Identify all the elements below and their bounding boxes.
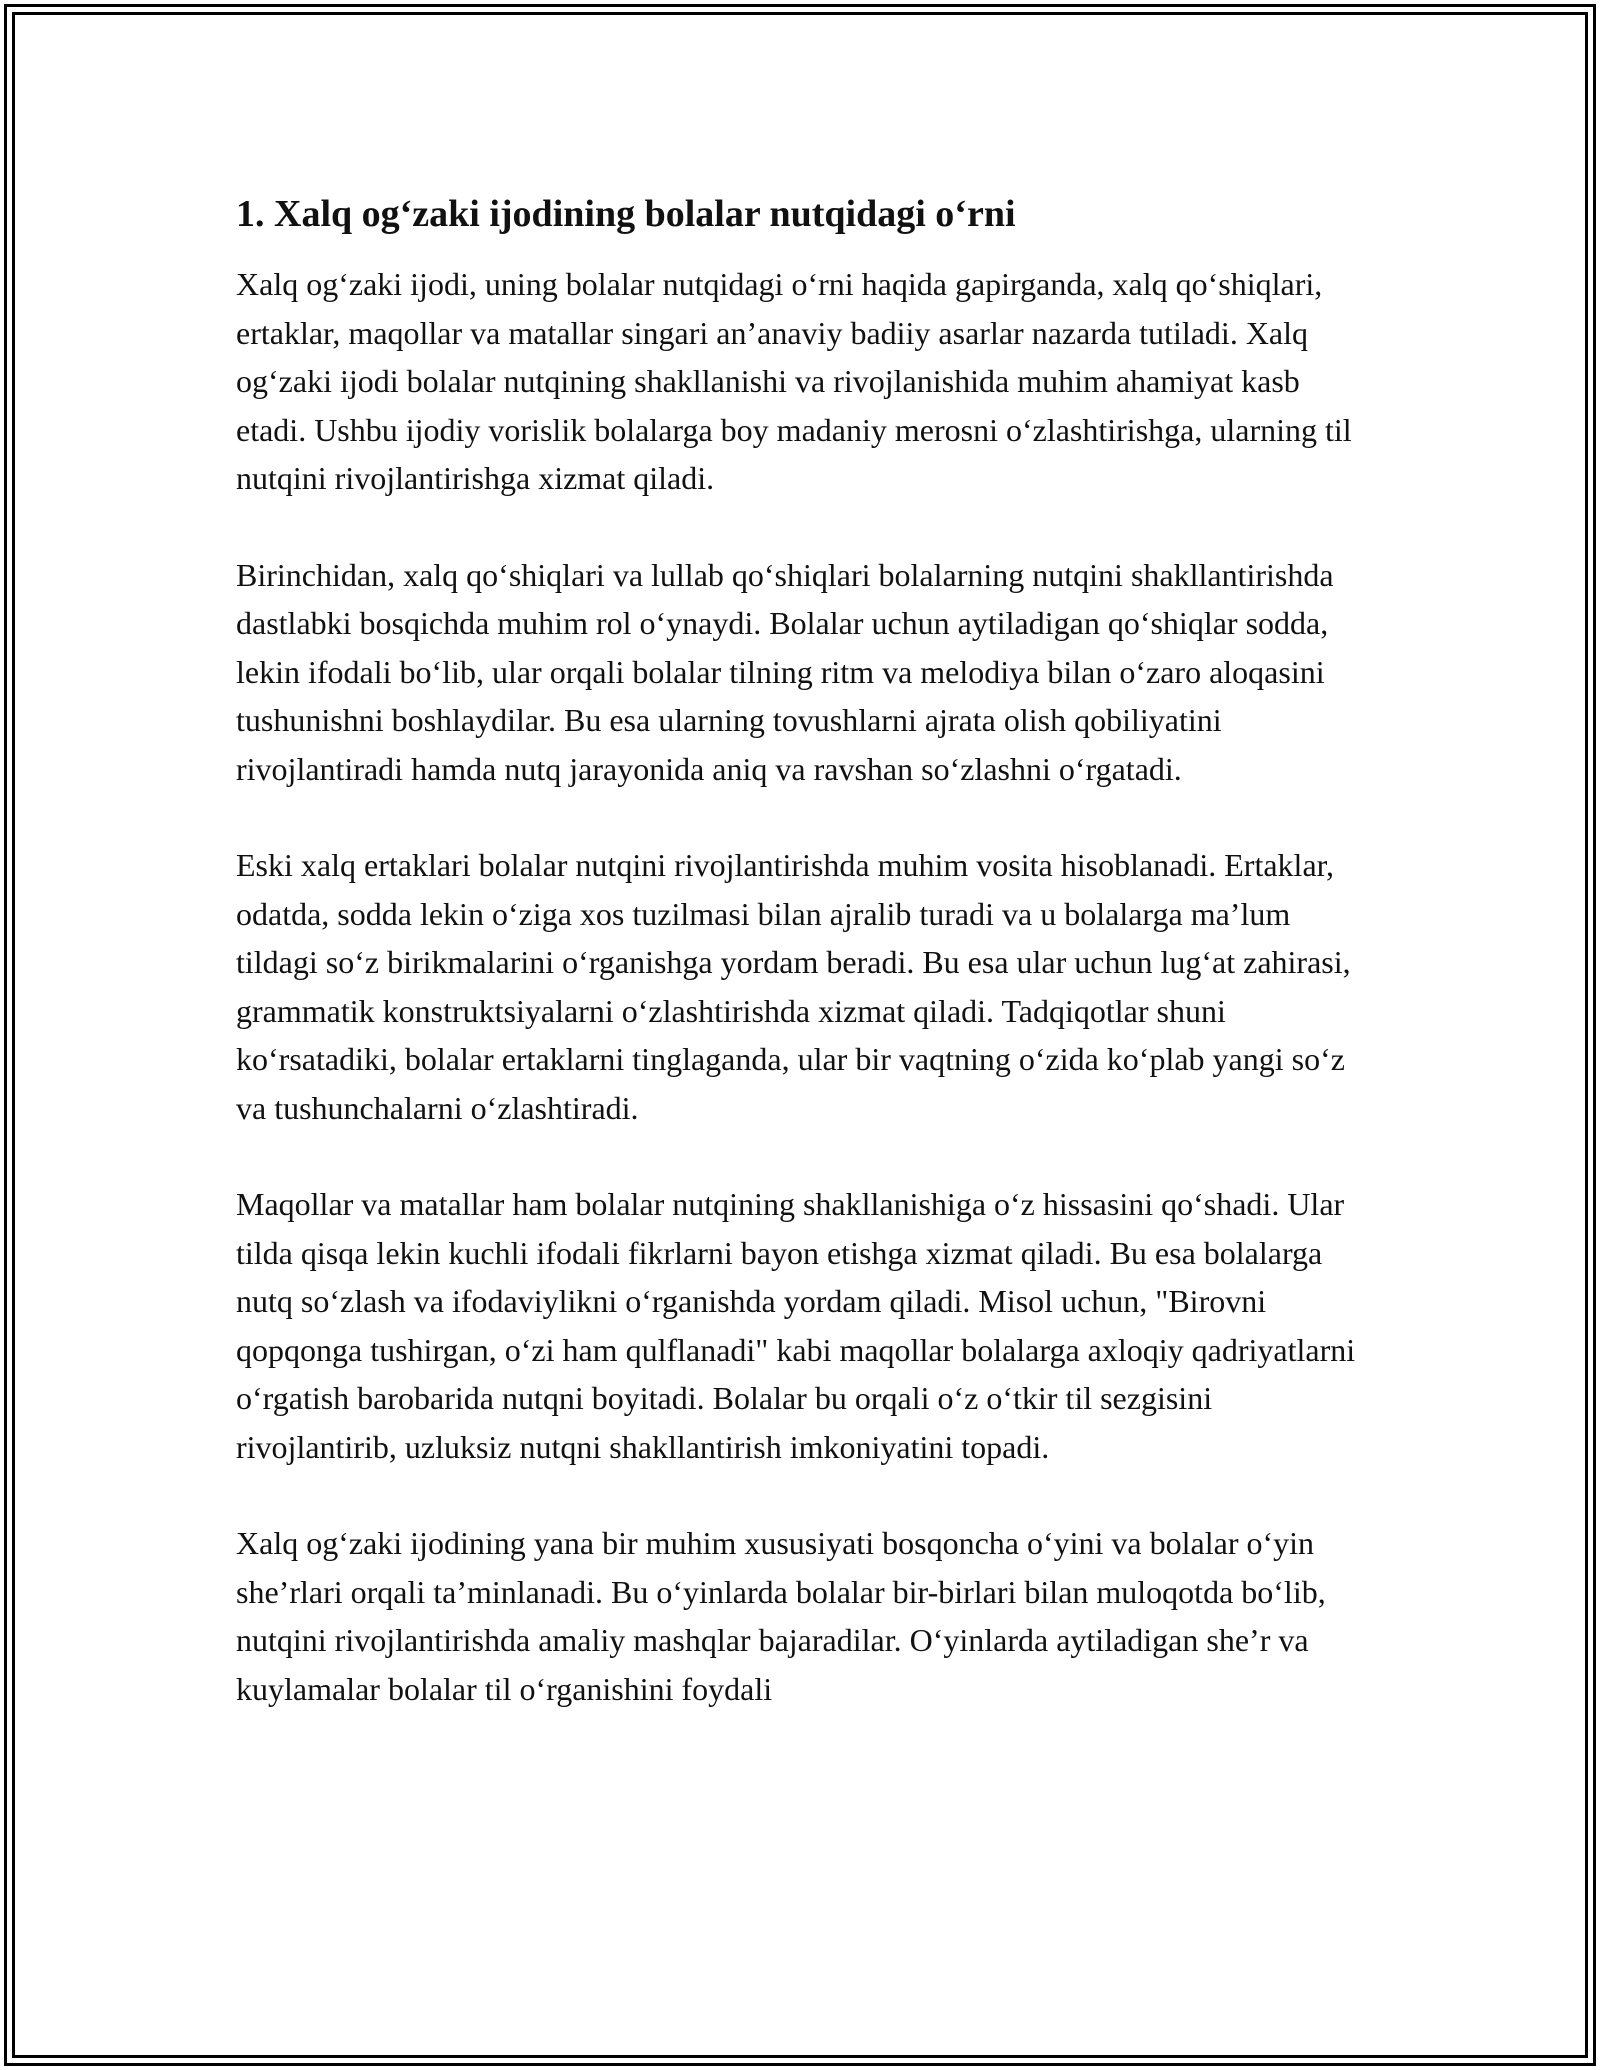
paragraph-4: Maqollar va matallar ham bolalar nutqining shakllanishiga o‘z hissasini qo‘shadi. Ular tilda qisqa lekin kuchli ifodali fikrlarni bayon etishga xizmat qiladi. Bu esa bolalarga nutq so‘zlash va ifodaviylikni o‘rganishda yordam qiladi. Misol uchun, "Birovni qopqonga tushirgan, o‘zi ham qulflanadi" kabi maqollar bolalarga axloqiy qadriyatlarni o‘rgatish barobarida nutqni boyitadi. Bolalar bu orqali o‘z o‘tkir til sezgisini rivojlantirib, uzluksiz nutqni shakllantirish imkoniyatini topadi.	[236, 1186, 1356, 1465]
paragraph-2: Birinchidan, xalq qo‘shiqlari va lullab qo‘shiqlari bolalarning nutqini shakllantirishda dastlabki bosqichda muhim rol o‘ynaydi. Bolalar uchun aytiladigan qo‘shiqlar sodda, lekin ifodali bo‘lib, ular orqali bolalar tilning ritm va melodiya bilan o‘zaro aloqasini tushunishni boshlaydilar. Bu esa ularning tovushlarni ajrata olish qobiliyatini rivojlantiradi hamda nutq jarayonida aniq va ravshan so‘zlashni o‘rgatadi.	[236, 556, 1334, 787]
paragraph-3: Eski xalq ertaklari bolalar nutqini rivojlantirishda muhim vosita hisoblanadi. Ertaklar, odatda, sodda lekin o‘ziga xos tuzilmasi bilan ajralib turadi va u bolalarga ma’lum tildagi so‘z birikmalarini o‘rganishga yordam beradi. Bu esa ular uchun lug‘at zahirasi, grammatik konstruktsiyalarni o‘zlashtirishda xizmat qiladi. Tadqiqotlar shuni ko‘rsatadiki, bolalar ertaklarni tinglaganda, ular bir vaqtning o‘zida ko‘plab yangi so‘z va tushunchalarni o‘zlashtiradi.	[236, 847, 1351, 1126]
section-heading: 1. Xalq og‘zaki ijodining bolalar nutqidagi o‘rni	[236, 193, 1016, 235]
paragraph-5: Xalq og‘zaki ijodining yana bir muhim xususiyati bosqoncha o‘yini va bolalar o‘yin she’rlari orqali ta’minlanadi. Bu o‘yinlarda bolalar bir-birlari bilan muloqotda bo‘lib, nutqini rivojlantirishda amaliy mashqlar bajaradilar. O‘yinlarda aytiladigan she’r va kuylamalar bolalar til o‘rganishini foydali	[236, 1525, 1326, 1707]
document-body	[236, 186, 1366, 1761]
paragraph-1: Xalq og‘zaki ijodi, uning bolalar nutqidagi o‘rni haqida gapirganda, xalq qo‘shiqlari, ertaklar, maqollar va matallar singari an’anaviy badiiy asarlar nazarda tutiladi. Xalq og‘zaki ijodi bolalar nutqining shakllanishi va rivojlanishida muhim ahamiyat kasb etadi. Ushbu ijodiy vorislik bolalarga boy madaniy merosni o‘zlashtirishga, ularning til nutqini rivojlantirishga xizmat qiladi.	[236, 266, 1352, 496]
